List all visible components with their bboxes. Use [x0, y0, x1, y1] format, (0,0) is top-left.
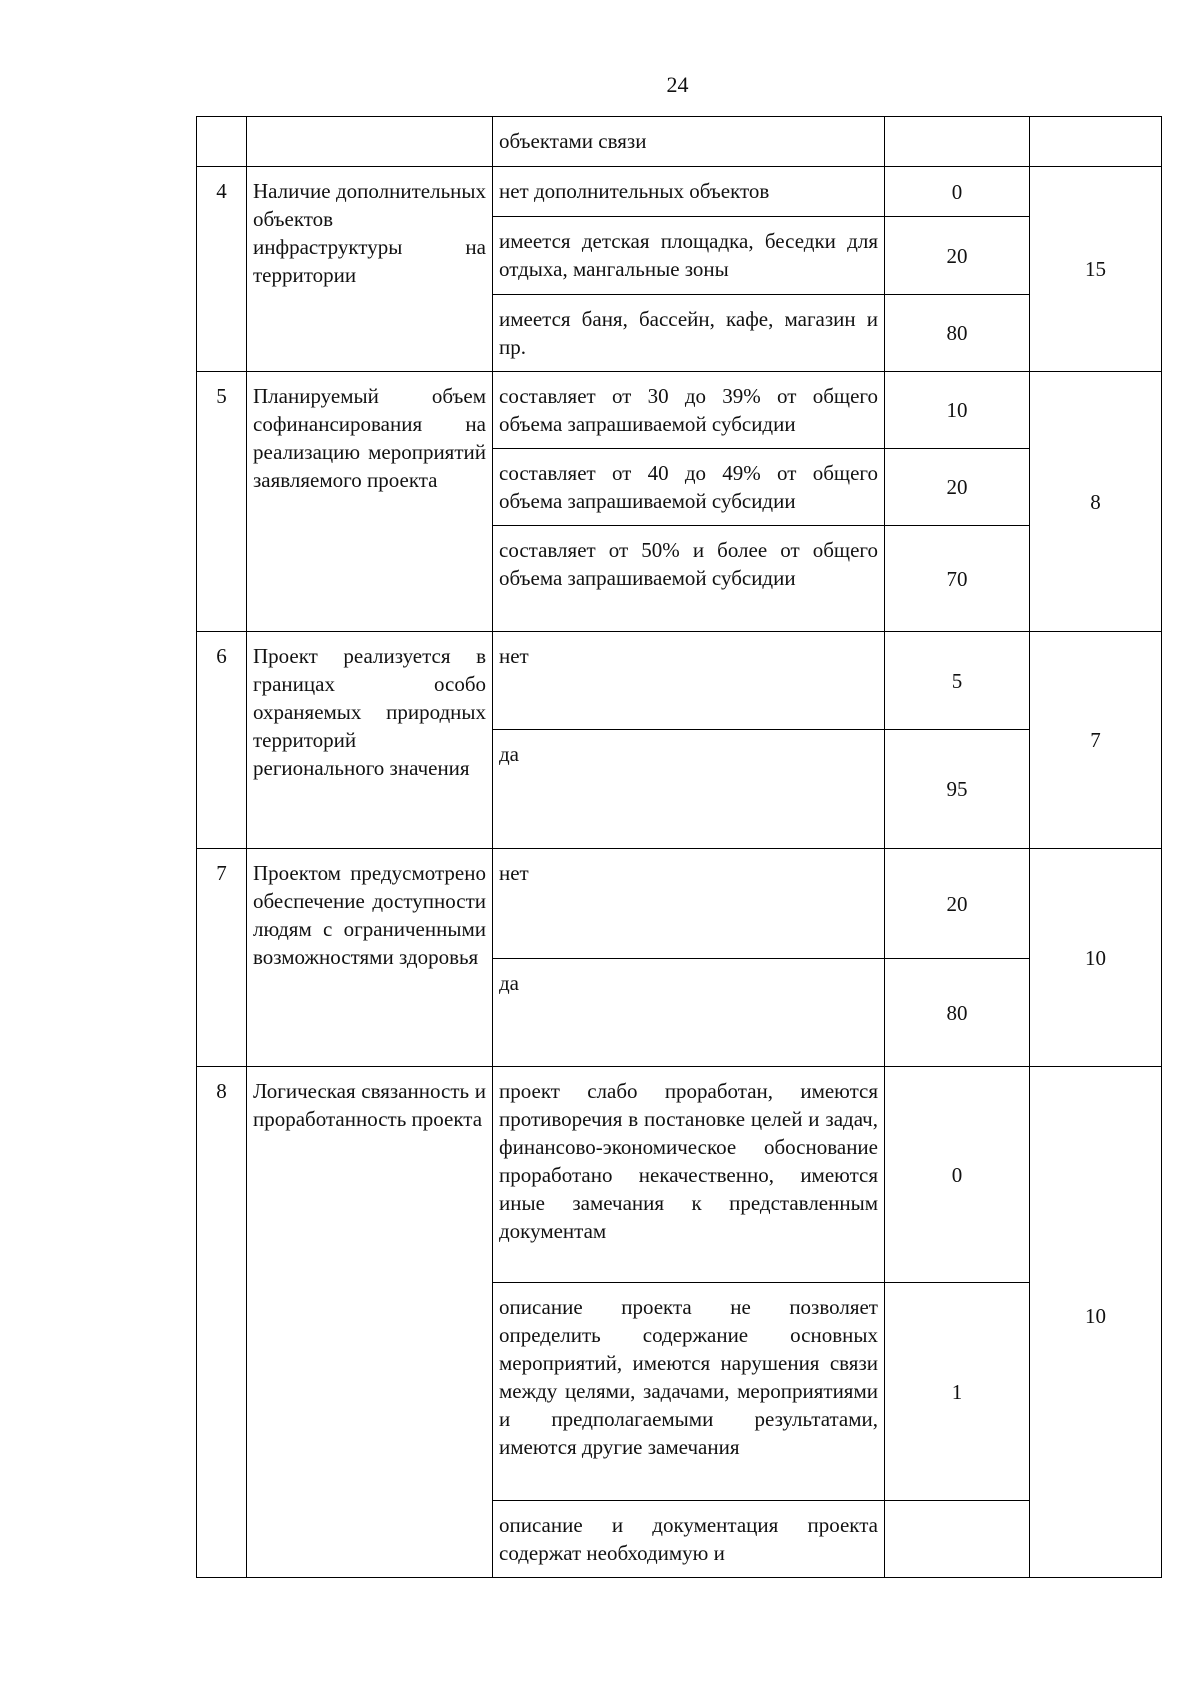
criterion-name: Проект реализуется в границах особо охраняемых природных территорий регионального значения — [247, 632, 493, 849]
option-score: 95 — [885, 730, 1030, 849]
criterion-name: Проектом предусмотрено обеспечение доступности людям с ограниченными возможностями здоровья — [247, 849, 493, 1067]
option-score: 0 — [885, 167, 1030, 217]
criterion-weight: 15 — [1030, 167, 1162, 372]
criterion-name: Логическая связанность и проработанность проекта — [247, 1067, 493, 1578]
option-description: описание проекта не позволяет определить содержание основных мероприятий, имеются нарушения связи между целями, задачами, мероприятиями и предполагаемыми результатами, имеются другие замечания — [493, 1283, 885, 1501]
option-description: имеется детская площадка, беседки для отдыха, мангальные зоны — [493, 217, 885, 295]
option-score: 80 — [885, 959, 1030, 1067]
option-description: составляет от 40 до 49% от общего объема запрашиваемой субсидии — [493, 449, 885, 526]
option-score — [885, 117, 1030, 167]
option-score: 10 — [885, 372, 1030, 449]
option-description: нет — [493, 849, 885, 959]
option-description: составляет от 30 до 39% от общего объема запрашиваемой субсидии — [493, 372, 885, 449]
row-number: 5 — [197, 372, 247, 632]
table-row — [197, 117, 1162, 167]
table-row — [197, 372, 1162, 449]
option-description: описание и документация проекта содержат необходимую и — [493, 1501, 885, 1578]
table-row — [197, 632, 1162, 730]
option-description: объектами связи — [493, 117, 885, 167]
criterion-cell — [247, 117, 493, 167]
criterion-name: Наличие дополнительных объектов инфраструктуры на территории — [247, 167, 493, 372]
option-score — [885, 1501, 1030, 1578]
criterion-weight: 7 — [1030, 632, 1162, 849]
row-number: 4 — [197, 167, 247, 372]
criterion-weight: 10 — [1030, 1067, 1162, 1578]
option-score: 20 — [885, 217, 1030, 295]
option-description: имеется баня, бассейн, кафе, магазин и пр. — [493, 295, 885, 372]
option-score: 80 — [885, 295, 1030, 372]
option-score: 1 — [885, 1283, 1030, 1501]
row-number: 6 — [197, 632, 247, 849]
row-number-cell — [197, 117, 247, 167]
option-description: да — [493, 730, 885, 849]
criterion-weight: 8 — [1030, 372, 1162, 632]
option-description: да — [493, 959, 885, 1067]
option-description: проект слабо проработан, имеются противоречия в постановке целей и задач, финансово-экономическое обоснование проработано некачественно, имеются иные замечания к представленным документам — [493, 1067, 885, 1283]
option-description: нет — [493, 632, 885, 730]
row-number: 8 — [197, 1067, 247, 1578]
table-row — [197, 1067, 1162, 1283]
page-number: 24 — [666, 72, 689, 97]
option-description: нет дополнительных объектов — [493, 167, 885, 217]
option-score: 20 — [885, 849, 1030, 959]
option-description: составляет от 50% и более от общего объема запрашиваемой субсидии — [493, 526, 885, 632]
row-number: 7 — [197, 849, 247, 1067]
option-score: 20 — [885, 449, 1030, 526]
criteria-table — [196, 116, 1162, 1578]
option-score: 5 — [885, 632, 1030, 730]
criterion-weight: 10 — [1030, 849, 1162, 1067]
criterion-name: Планируемый объем софинансирования на реализацию мероприятий заявляемого проекта — [247, 372, 493, 632]
option-score: 0 — [885, 1067, 1030, 1283]
criterion-weight — [1030, 117, 1162, 167]
option-score: 70 — [885, 526, 1030, 632]
table-row — [197, 849, 1162, 959]
table-row — [197, 167, 1162, 217]
